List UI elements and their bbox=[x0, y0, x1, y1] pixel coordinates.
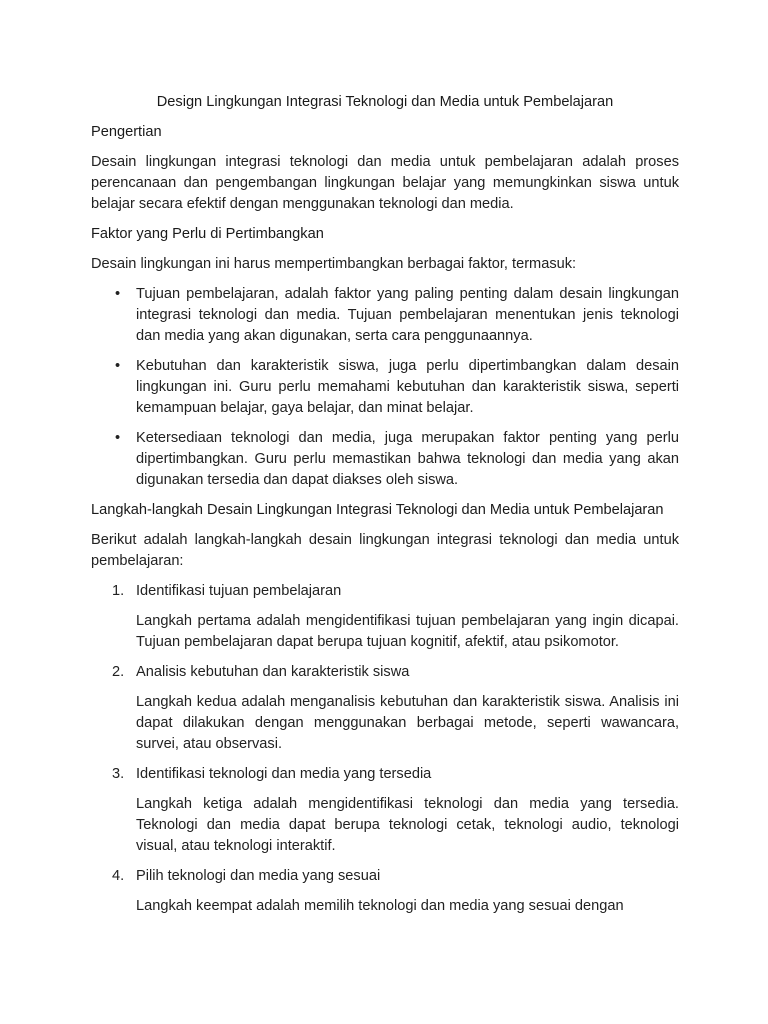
list-number: 1. bbox=[112, 583, 125, 599]
list-item bbox=[91, 581, 679, 653]
bullet-icon: • bbox=[115, 286, 121, 302]
section-heading-langkah: Langkah-langkah Desain Lingkungan Integrasi Teknologi dan Media untuk Pembelajaran bbox=[91, 502, 664, 518]
step-title: Pilih teknologi dan media yang sesuai bbox=[136, 868, 381, 884]
faktor-bullet-list bbox=[91, 284, 679, 491]
list-item bbox=[91, 662, 679, 755]
bullet-icon: • bbox=[115, 358, 121, 374]
section-heading-pengertian: Pengertian bbox=[91, 124, 162, 140]
list-item-text: Ketersediaan teknologi dan media, juga merupakan faktor penting yang perlu dipertimbangkan. Guru perlu memastikan bahwa teknologi dan media yang akan digunakan tersedia dan dapat diakses oleh siswa. bbox=[136, 430, 679, 488]
list-item bbox=[91, 356, 679, 419]
list-item-text: Tujuan pembelajaran, adalah faktor yang paling penting dalam desain lingkungan integrasi teknologi dan media. Tujuan pembelajaran menentukan jenis teknologi dan media yang akan digunakan, serta cara penggunaannya. bbox=[136, 286, 679, 344]
langkah-numbered-list bbox=[91, 581, 679, 917]
paragraph-pengertian: Desain lingkungan integrasi teknologi dan media untuk pembelajaran adalah proses perencanaan dan pengembangan lingkungan belajar yang memungkinkan siswa untuk belajar secara efektif dengan menggunakan teknologi dan media. bbox=[91, 154, 679, 212]
step-title: Analisis kebutuhan dan karakteristik siswa bbox=[136, 664, 410, 680]
document-title: Design Lingkungan Integrasi Teknologi dan Media untuk Pembelajaran bbox=[156, 94, 614, 110]
step-description: Langkah kedua adalah menganalisis kebutuhan dan karakteristik siswa. Analisis ini dapat dilakukan dengan menggunakan berbagai metode, seperti wawancara, survei, atau observasi. bbox=[136, 694, 679, 752]
bullet-icon: • bbox=[115, 430, 121, 446]
list-item bbox=[91, 428, 679, 491]
section-heading-faktor: Faktor yang Perlu di Pertimbangkan bbox=[91, 226, 324, 242]
step-title: Identifikasi teknologi dan media yang tersedia bbox=[136, 766, 432, 782]
step-description: Langkah pertama adalah mengidentifikasi tujuan pembelajaran yang ingin dicapai. Tujuan pembelajaran dapat berupa tujuan kognitif, afektif, atau psikomotor. bbox=[136, 613, 679, 650]
paragraph-langkah-intro: Berikut adalah langkah-langkah desain lingkungan integrasi teknologi dan media untuk pembelajaran: bbox=[91, 532, 679, 569]
paragraph-faktor-intro: Desain lingkungan ini harus mempertimbangkan berbagai faktor, termasuk: bbox=[91, 256, 577, 272]
list-item bbox=[91, 866, 679, 917]
list-item bbox=[91, 764, 679, 857]
list-number: 3. bbox=[112, 766, 125, 782]
list-item bbox=[91, 284, 679, 347]
list-item-text: Kebutuhan dan karakteristik siswa, juga perlu dipertimbangkan dalam desain lingkungan ini. Guru perlu memahami kebutuhan dan karakteristik siswa, seperti kemampuan belajar, gaya belajar, dan minat belajar. bbox=[136, 358, 679, 416]
list-number: 2. bbox=[112, 664, 125, 680]
step-description: Langkah ketiga adalah mengidentifikasi teknologi dan media yang tersedia. Teknologi dan media dapat berupa teknologi cetak, teknologi audio, teknologi visual, atau teknologi interaktif. bbox=[136, 796, 679, 854]
list-number: 4. bbox=[112, 868, 125, 884]
document-page bbox=[91, 92, 679, 926]
step-title: Identifikasi tujuan pembelajaran bbox=[136, 583, 342, 599]
step-description: Langkah keempat adalah memilih teknologi dan media yang sesuai dengan bbox=[136, 898, 624, 914]
